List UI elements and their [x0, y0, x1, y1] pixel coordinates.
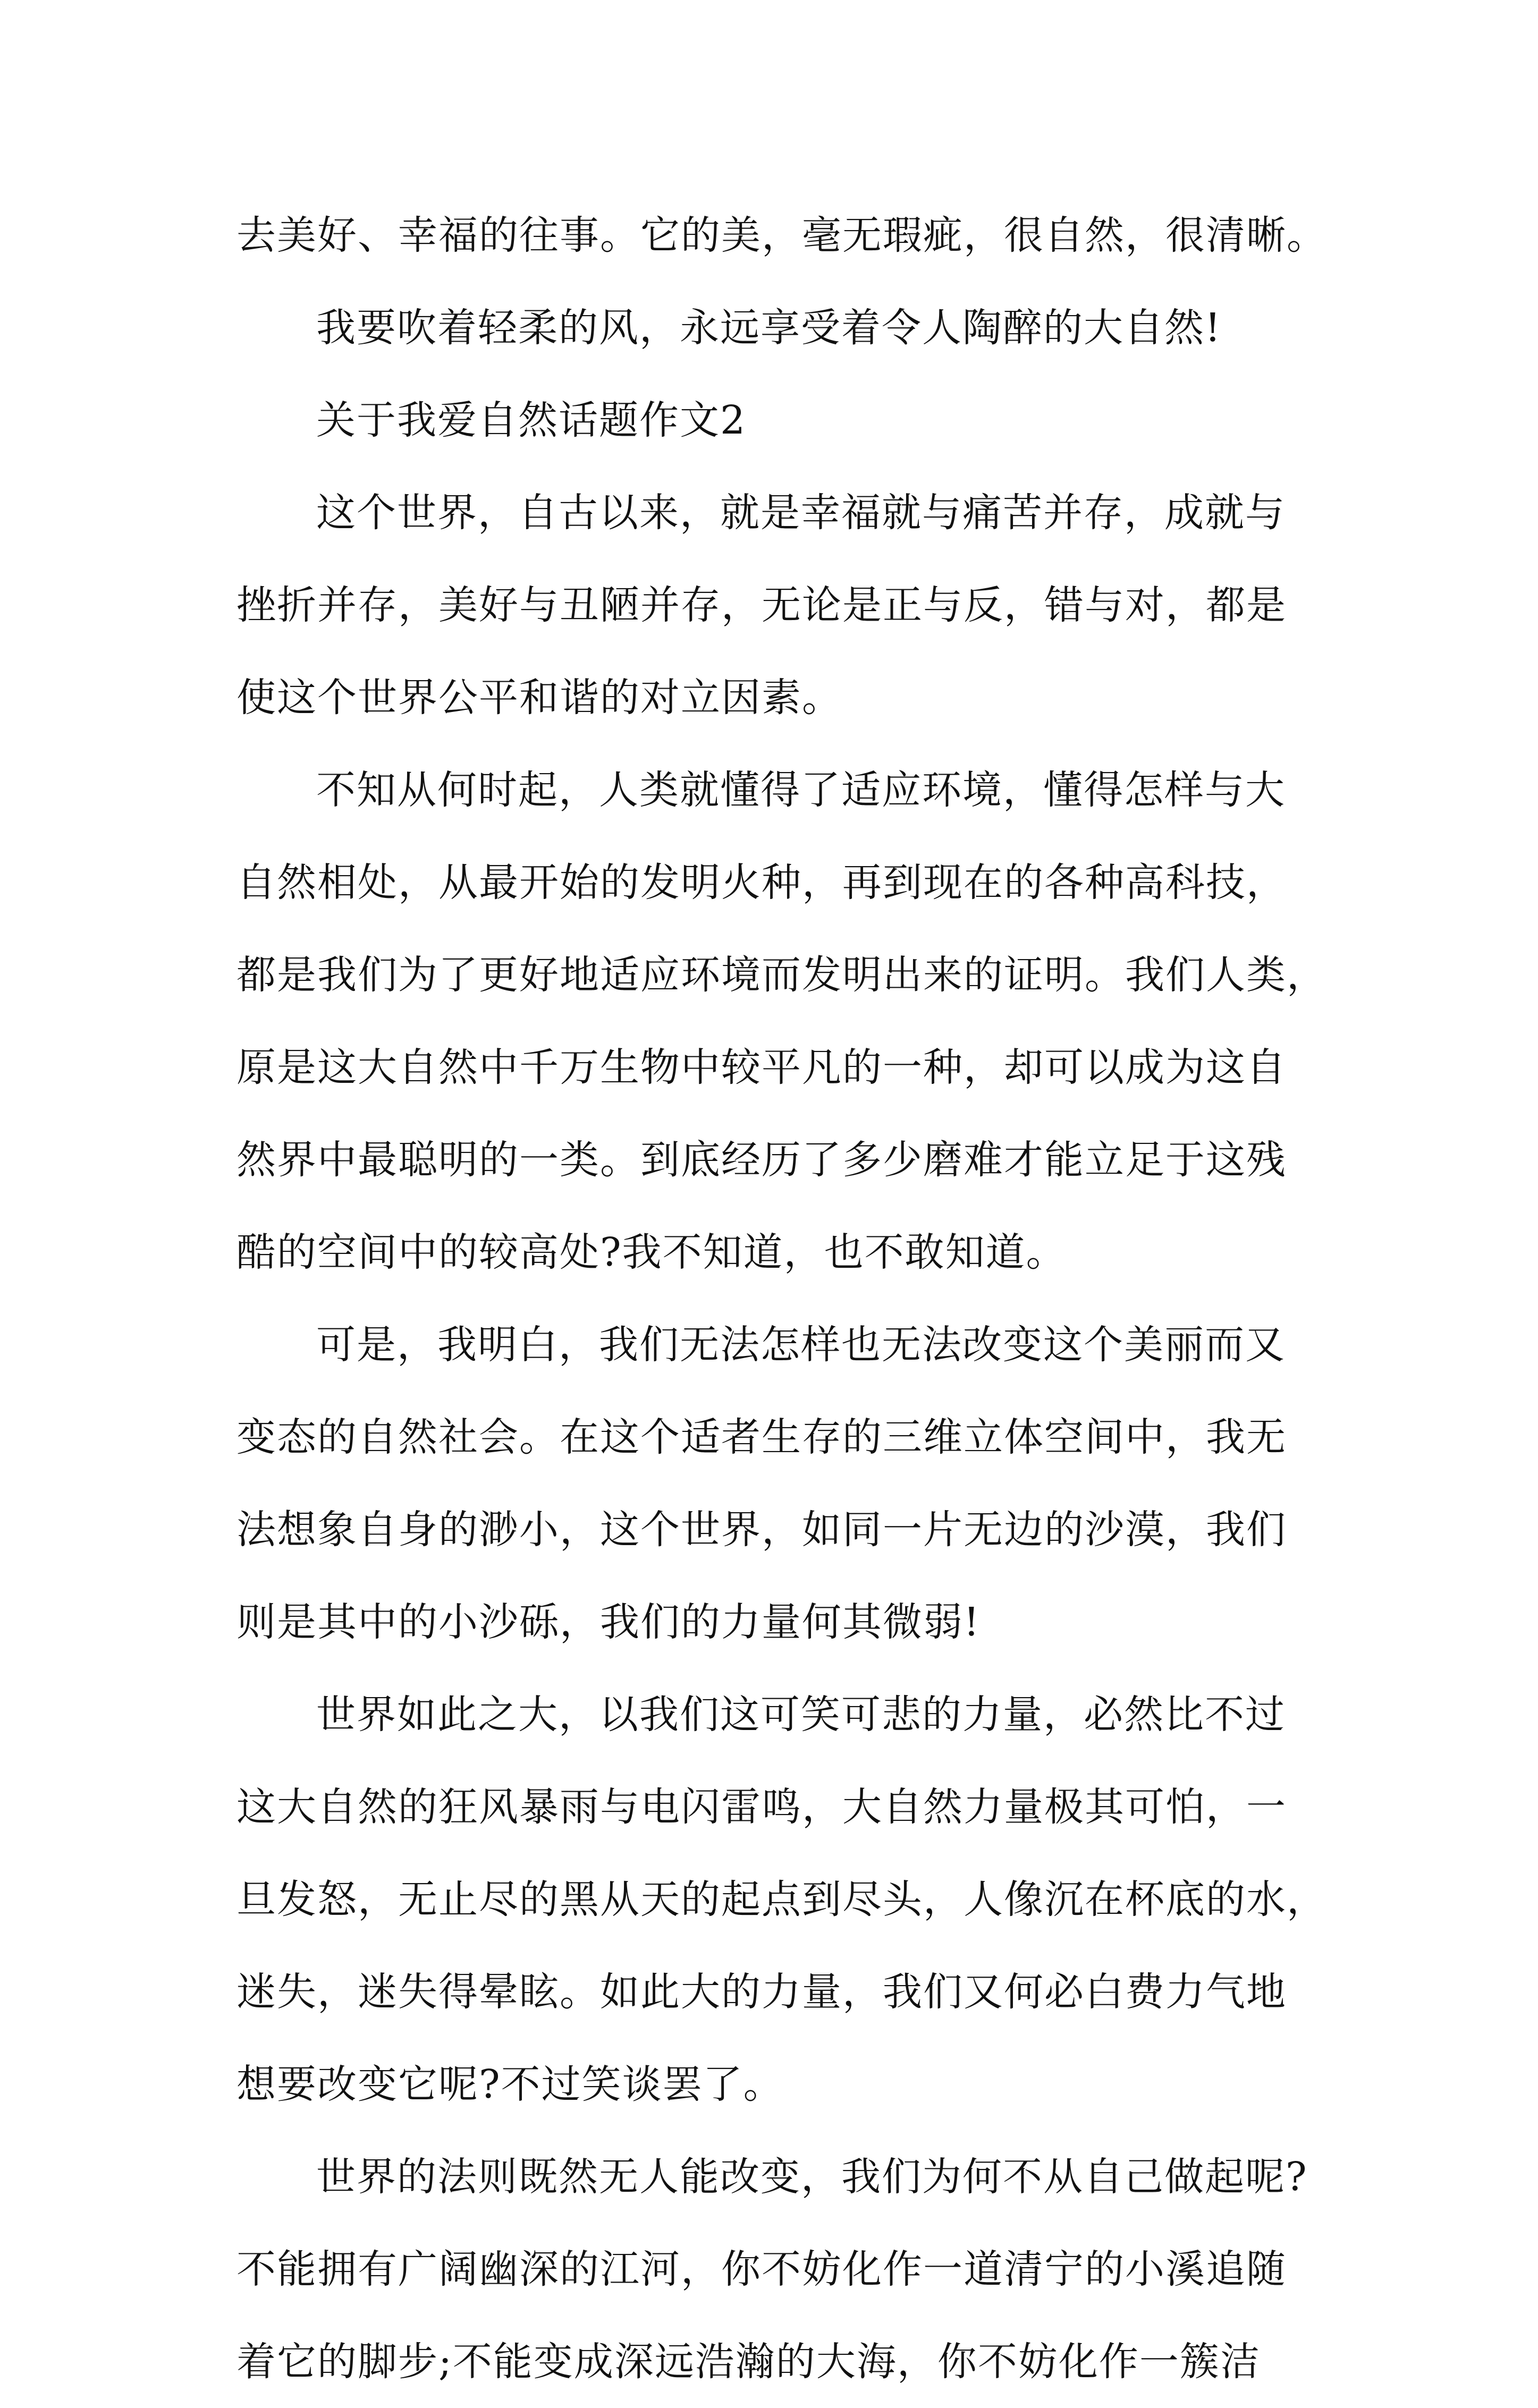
text-line: 原是这大自然中千万生物中较平凡的一种，却可以成为这自 [236, 1045, 1287, 1090]
text-line: 然界中最聪明的一类。到底经历了多少磨难才能立足于这残 [236, 1137, 1287, 1183]
text-line: 这个世界，自古以来，就是幸福就与痛苦并存，成就与 [316, 490, 1286, 536]
text-line: 挫折并存，美好与丑陋并存，无论是正与反，错与对，都是 [236, 582, 1287, 628]
text-line: 则是其中的小沙砾，我们的力量何其微弱! [236, 1599, 981, 1645]
text-line: 旦发怒，无止尽的黑从天的起点到尽头，人像沉在杯底的水， [236, 1877, 1327, 1922]
document-body [236, 189, 1327, 2408]
text-line: 迷失，迷失得晕眩。如此大的力量，我们又何必白费力气地 [236, 1969, 1287, 2015]
text-line: 法想象自身的渺小，这个世界，如同一片无边的沙漠，我们 [236, 1507, 1287, 1553]
text-line: 关于我爱自然话题作文2 [316, 397, 747, 443]
text-line: 想要改变它呢?不过笑谈罢了。 [236, 2062, 784, 2107]
text-line: 着它的脚步;不能变成深远浩瀚的大海，你不妨化作一簇洁 [236, 2339, 1261, 2385]
text-line: 可是，我明白，我们无法怎样也无法改变这个美丽而又 [316, 1322, 1286, 1368]
text-line: 自然相处，从最开始的发明火种，再到现在的各种高科技， [236, 860, 1287, 905]
text-line: 酷的空间中的较高处?我不知道，也不敢知道。 [236, 1230, 1067, 1275]
text-line: 使这个世界公平和谐的对立因素。 [236, 675, 842, 720]
text-line: 去美好、幸福的往事。它的美，毫无瑕疵，很自然，很清晰。 [236, 213, 1327, 258]
text-line: 都是我们为了更好地适应环境而发明出来的证明。我们人类， [236, 952, 1327, 998]
text-line: 世界的法则既然无人能改变，我们为何不从自己做起呢? [316, 2154, 1308, 2200]
text-line: 变态的自然社会。在这个适者生存的三维立体空间中，我无 [236, 1414, 1287, 1460]
text-line: 不知从何时起，人类就懂得了适应环境，懂得怎样与大 [316, 767, 1286, 813]
text-line: 我要吹着轻柔的风，永远享受着令人陶醉的大自然! [316, 305, 1222, 351]
text-line: 世界如此之大，以我们这可笑可悲的力量，必然比不过 [316, 1692, 1286, 1737]
text-line: 这大自然的狂风暴雨与电闪雷鸣，大自然力量极其可怕，一 [236, 1784, 1287, 1830]
text-line: 不能拥有广阔幽深的江河，你不妨化作一道清宁的小溪追随 [236, 2246, 1287, 2292]
